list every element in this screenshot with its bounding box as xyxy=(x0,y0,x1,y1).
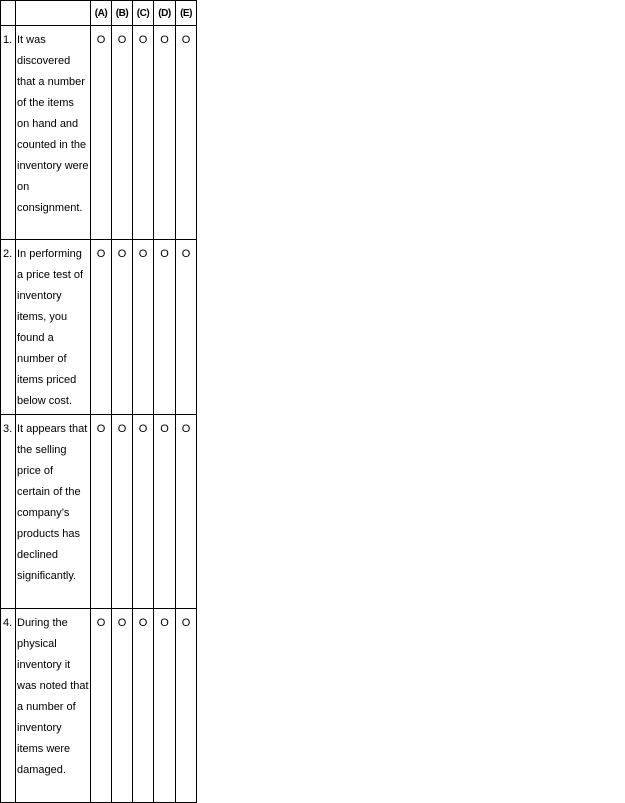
option-a-radio[interactable]: O xyxy=(96,34,106,46)
header-blank-cell xyxy=(16,1,91,26)
question-text: It was discovered that a number of the items on hand and counted in the inventory were on consignment. xyxy=(16,26,91,240)
header-option-a: (A) xyxy=(91,1,112,26)
question-row xyxy=(1,415,197,609)
question-number: 3. xyxy=(1,415,16,609)
question-text: During the physical inventory it was noted that a number of inventory items were damaged. xyxy=(16,609,91,803)
question-text: It appears that the selling price of certain of the company’s products has declined significantly. xyxy=(16,415,91,609)
option-c-radio[interactable]: O xyxy=(138,248,148,260)
option-a-radio[interactable]: O xyxy=(96,423,106,435)
header-option-b: (B) xyxy=(112,1,133,26)
header-blank-cell xyxy=(1,1,16,26)
option-e-radio[interactable]: O xyxy=(181,34,191,46)
option-e-radio[interactable]: O xyxy=(181,617,191,629)
header-option-e: (E) xyxy=(176,1,197,26)
option-b-radio[interactable]: O xyxy=(117,617,127,629)
header-option-d: (D) xyxy=(154,1,176,26)
question-number: 1. xyxy=(1,26,16,240)
question-number: 2. xyxy=(1,240,16,415)
question-number: 4. xyxy=(1,609,16,803)
option-c-radio[interactable]: O xyxy=(138,617,148,629)
question-row xyxy=(1,26,197,240)
option-c-radio[interactable]: O xyxy=(138,34,148,46)
header-row xyxy=(1,1,197,26)
option-d-radio[interactable]: O xyxy=(160,34,169,46)
question-row xyxy=(1,240,197,415)
option-e-radio[interactable]: O xyxy=(181,248,191,260)
option-a-radio[interactable]: O xyxy=(96,617,106,629)
option-d-radio[interactable]: O xyxy=(160,248,169,260)
option-b-radio[interactable]: O xyxy=(117,248,127,260)
option-b-radio[interactable]: O xyxy=(117,34,127,46)
option-a-radio[interactable]: O xyxy=(96,248,106,260)
question-row xyxy=(1,609,197,803)
option-e-radio[interactable]: O xyxy=(181,423,191,435)
question-table xyxy=(0,0,197,803)
question-text: In performing a price test of inventory items, you found a number of items priced below cost. xyxy=(16,240,91,415)
option-d-radio[interactable]: O xyxy=(160,617,169,629)
option-d-radio[interactable]: O xyxy=(160,423,169,435)
option-c-radio[interactable]: O xyxy=(138,423,148,435)
header-option-c: (C) xyxy=(133,1,154,26)
option-b-radio[interactable]: O xyxy=(117,423,127,435)
